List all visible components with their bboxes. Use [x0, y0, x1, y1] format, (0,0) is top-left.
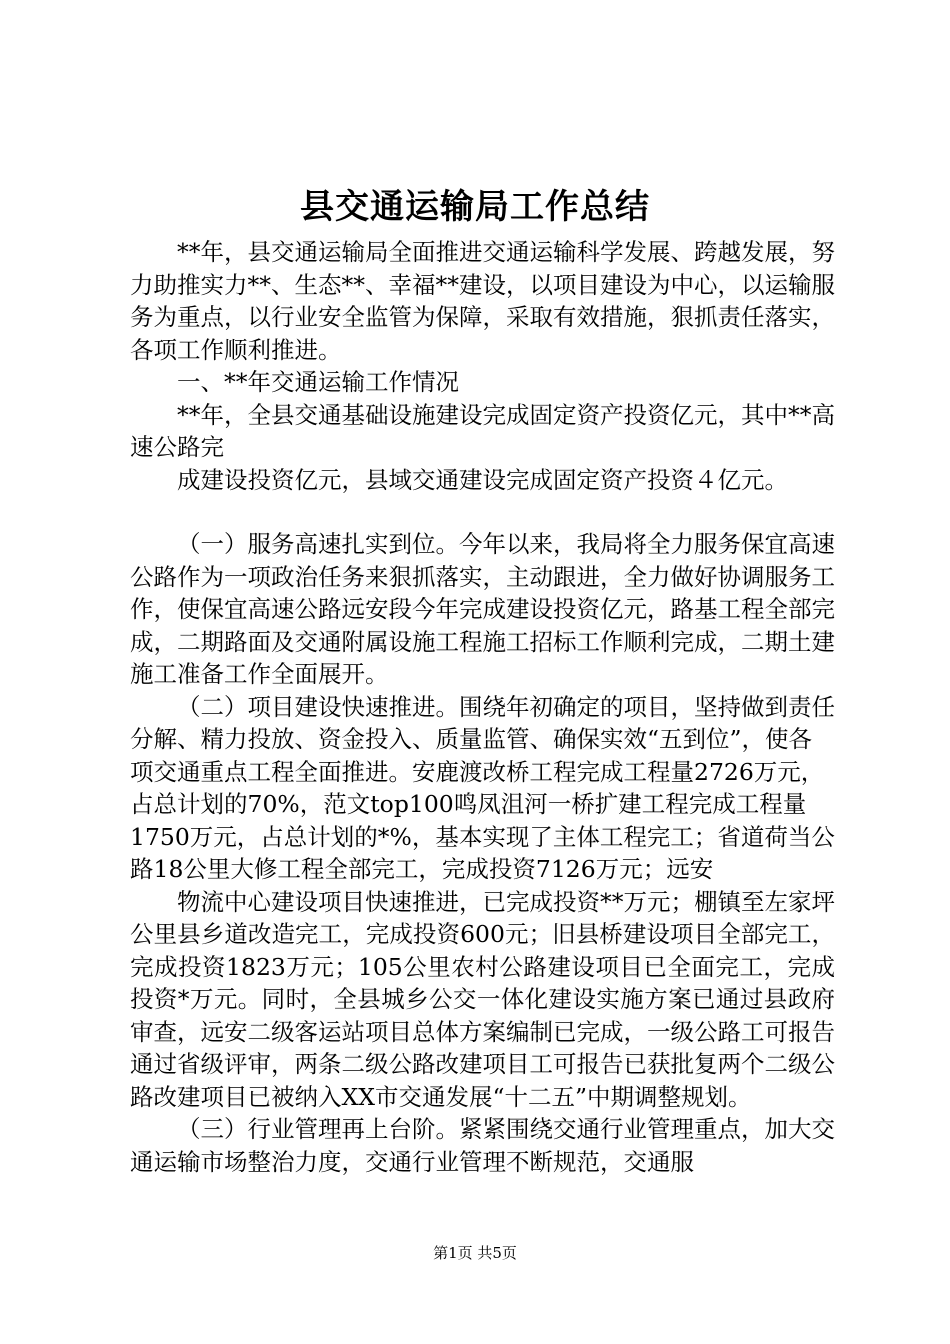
paragraph-investment-a: **年，全县交通基础设施建设完成固定资产投资亿元，其中**高速公路完	[130, 400, 835, 461]
paragraph-industry-management: （三）行业管理再上台阶。紧紧围绕交通行业管理重点，加大交通运输市场整治力度，交通行业管理不断规范，交通服	[130, 1115, 835, 1176]
paragraph-intro: **年，县交通运输局全面推进交通运输科学发展、跨越发展，努力助推实力**、生态**、幸福**建设，以项目建设为中心，以运输服务为重点，以行业安全监管为保障，采取有效措施，狠抓责任落实，各项工作顺利推进。	[130, 238, 835, 364]
paragraph-highway-service: （一）服务高速扎实到位。今年以来，我局将全力服务保宜高速公路作为一项政治任务来狠抓落实，主动跟进，全力做好协调服务工作，使保宜高速公路远安段今年完成建设投资亿元，路基工程全部完成，二期路面及交通附属设施工程施工招标工作顺利完成，二期土建施工准备工作全面展开。	[130, 530, 835, 688]
paragraph-logistics: 物流中心建设项目快速推进，已完成投资**万元；棚镇至左家坪公里县乡道改造完工，完成投资600元；旧县桥建设项目全部完工，完成投资1823万元；105公里农村公路建设项目已全面完工，完成投资*万元。同时，全县城乡公交一体化建设实施方案已通过县政府审查，远安二级客运站项目总体方案编制已完成，一级公路工可报告通过省级评审，两条二级公路改建项目工可报告已获批复两个二级公路改建项目已被纳入XX市交通发展“十二五”中期调整规划。	[130, 887, 835, 1111]
page-footer: 第1页 共5页	[433, 1244, 517, 1262]
document-body	[130, 236, 835, 1178]
paragraph-project-construction: （二）项目建设快速推进。围绕年初确定的项目，坚持做到责任分解、精力投放、资金投入、质量监管、确保实效“五到位”，使各项交通重点工程全面推进。安鹿渡改桥工程完成工程量2726万元，占总计划的70%，范文top100鸣凤沮河一桥扩建工程完成工程量1750万元，占总计划的*%，基本实现了主体工程完工；省道荷当公路18公里大修工程全部完工，完成投资7126万元；远安	[130, 692, 835, 883]
section-heading-1: 一、**年交通运输工作情况	[177, 368, 459, 396]
document-title: 县交通运输局工作总结	[300, 187, 650, 227]
paragraph-investment-b: 成建设投资亿元，县域交通建设完成固定资产投资４亿元。	[177, 465, 788, 494]
